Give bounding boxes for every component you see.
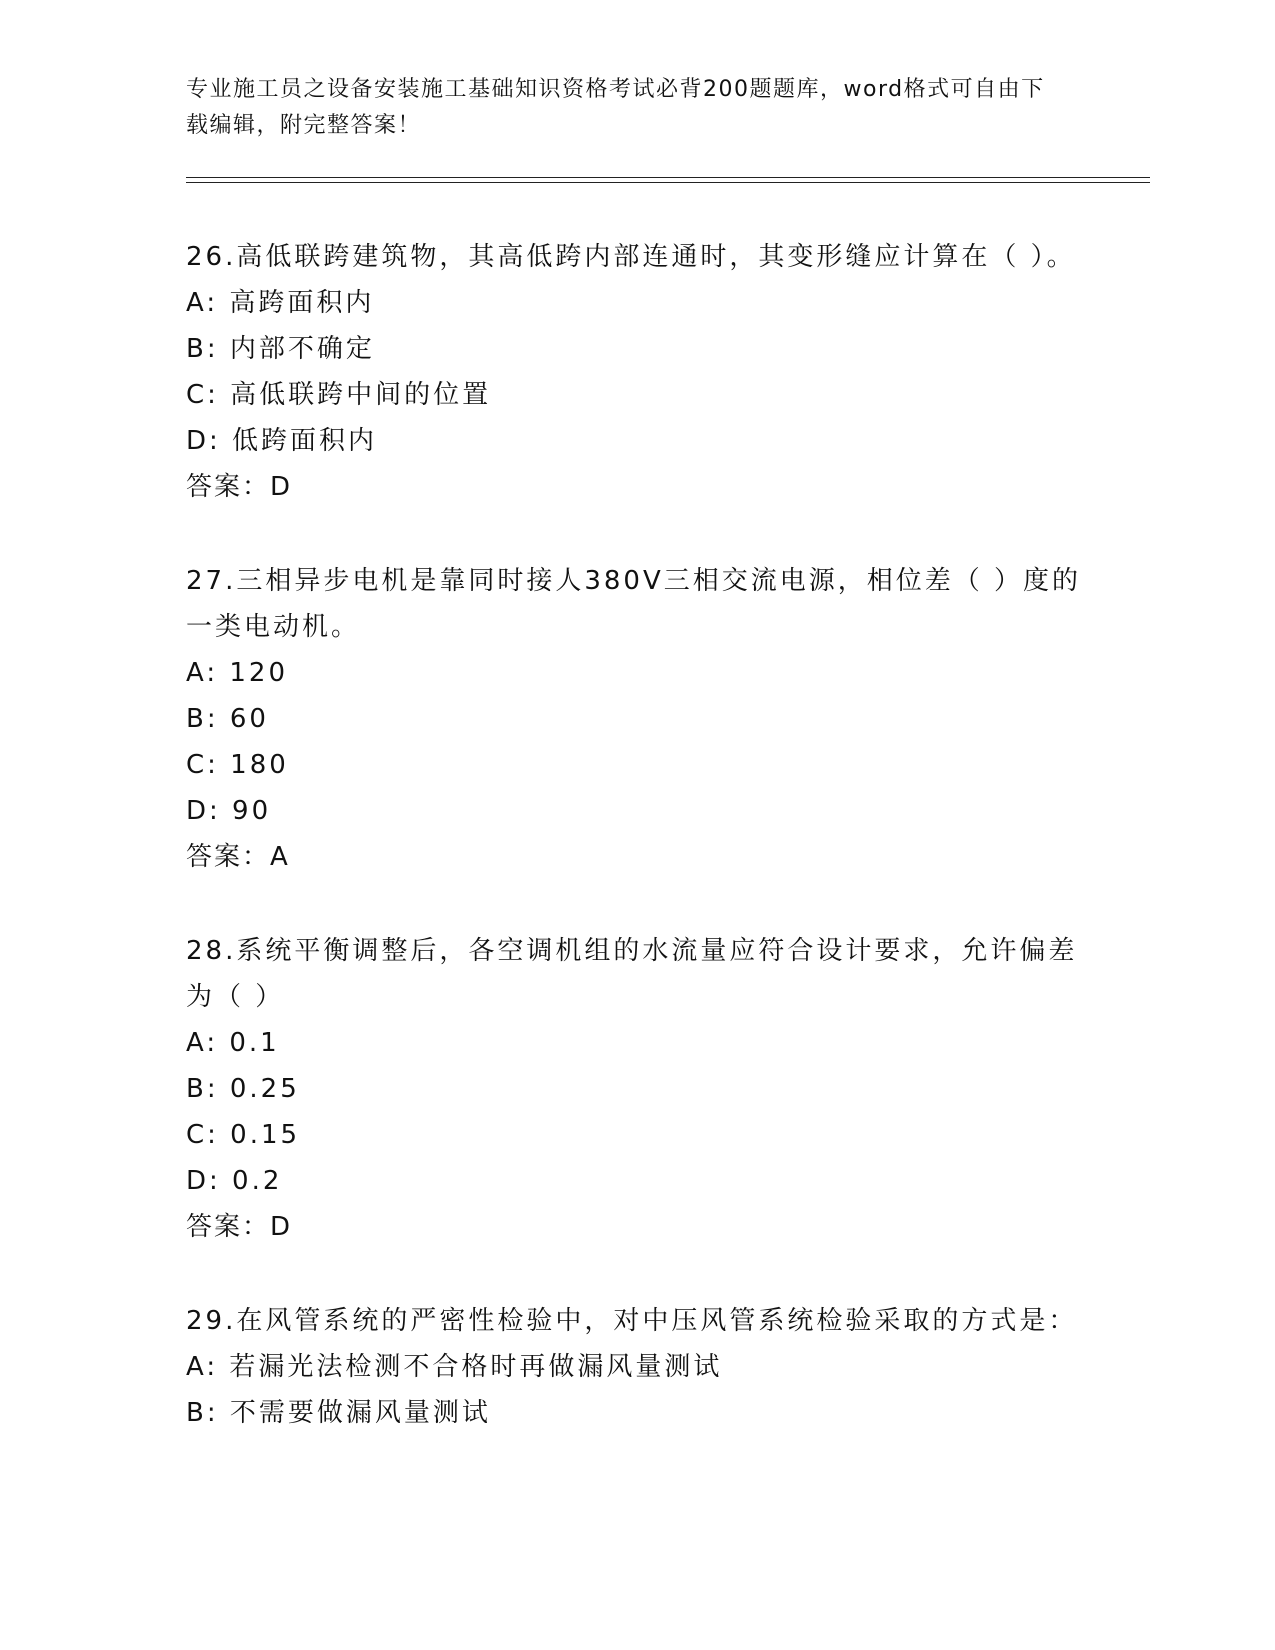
question-27 — [186, 558, 1106, 880]
option-a: A: 若漏光法检测不合格时再做漏风量测试 — [186, 1352, 723, 1382]
header-divider-bottom — [186, 182, 1150, 183]
option-d: D: 90 — [186, 796, 272, 826]
option-d: D: 低跨面积内 — [186, 426, 378, 456]
answer: 答案：D — [186, 1212, 293, 1242]
answer: 答案：A — [186, 842, 290, 872]
answer: 答案：D — [186, 472, 293, 502]
option-c: C: 180 — [186, 750, 289, 780]
option-a: A: 120 — [186, 658, 288, 688]
question-stem: 26.高低联跨建筑物，其高低跨内部连通时，其变形缝应计算在（ ）。 — [186, 242, 1076, 272]
question-28 — [186, 928, 1106, 1250]
option-a: A: 高跨面积内 — [186, 288, 375, 318]
question-list — [186, 234, 1106, 1484]
option-b: B: 0.25 — [186, 1074, 300, 1104]
option-c: C: 高低联跨中间的位置 — [186, 380, 492, 410]
option-a: A: 0.1 — [186, 1028, 280, 1058]
option-c: C: 0.15 — [186, 1120, 301, 1150]
header-divider-top — [186, 177, 1150, 178]
question-29 — [186, 1298, 1106, 1436]
question-stem: 27.三相异步电机是靠同时接人380V三相交流电源，相位差（ ）度的一类电动机。 — [186, 566, 1082, 642]
option-b: B: 不需要做漏风量测试 — [186, 1398, 491, 1428]
question-stem: 28.系统平衡调整后，各空调机组的水流量应符合设计要求，允许偏差为（ ） — [186, 936, 1078, 1012]
question-26 — [186, 234, 1106, 510]
option-b: B: 内部不确定 — [186, 334, 375, 364]
document-header: 专业施工员之设备安装施工基础知识资格考试必背200题题库，word格式可自由下载编辑，附完整答案！ — [186, 77, 1045, 138]
question-stem: 29.在风管系统的严密性检验中，对中压风管系统检验采取的方式是： — [186, 1306, 1078, 1336]
option-b: B: 60 — [186, 704, 269, 734]
option-d: D: 0.2 — [186, 1166, 283, 1196]
